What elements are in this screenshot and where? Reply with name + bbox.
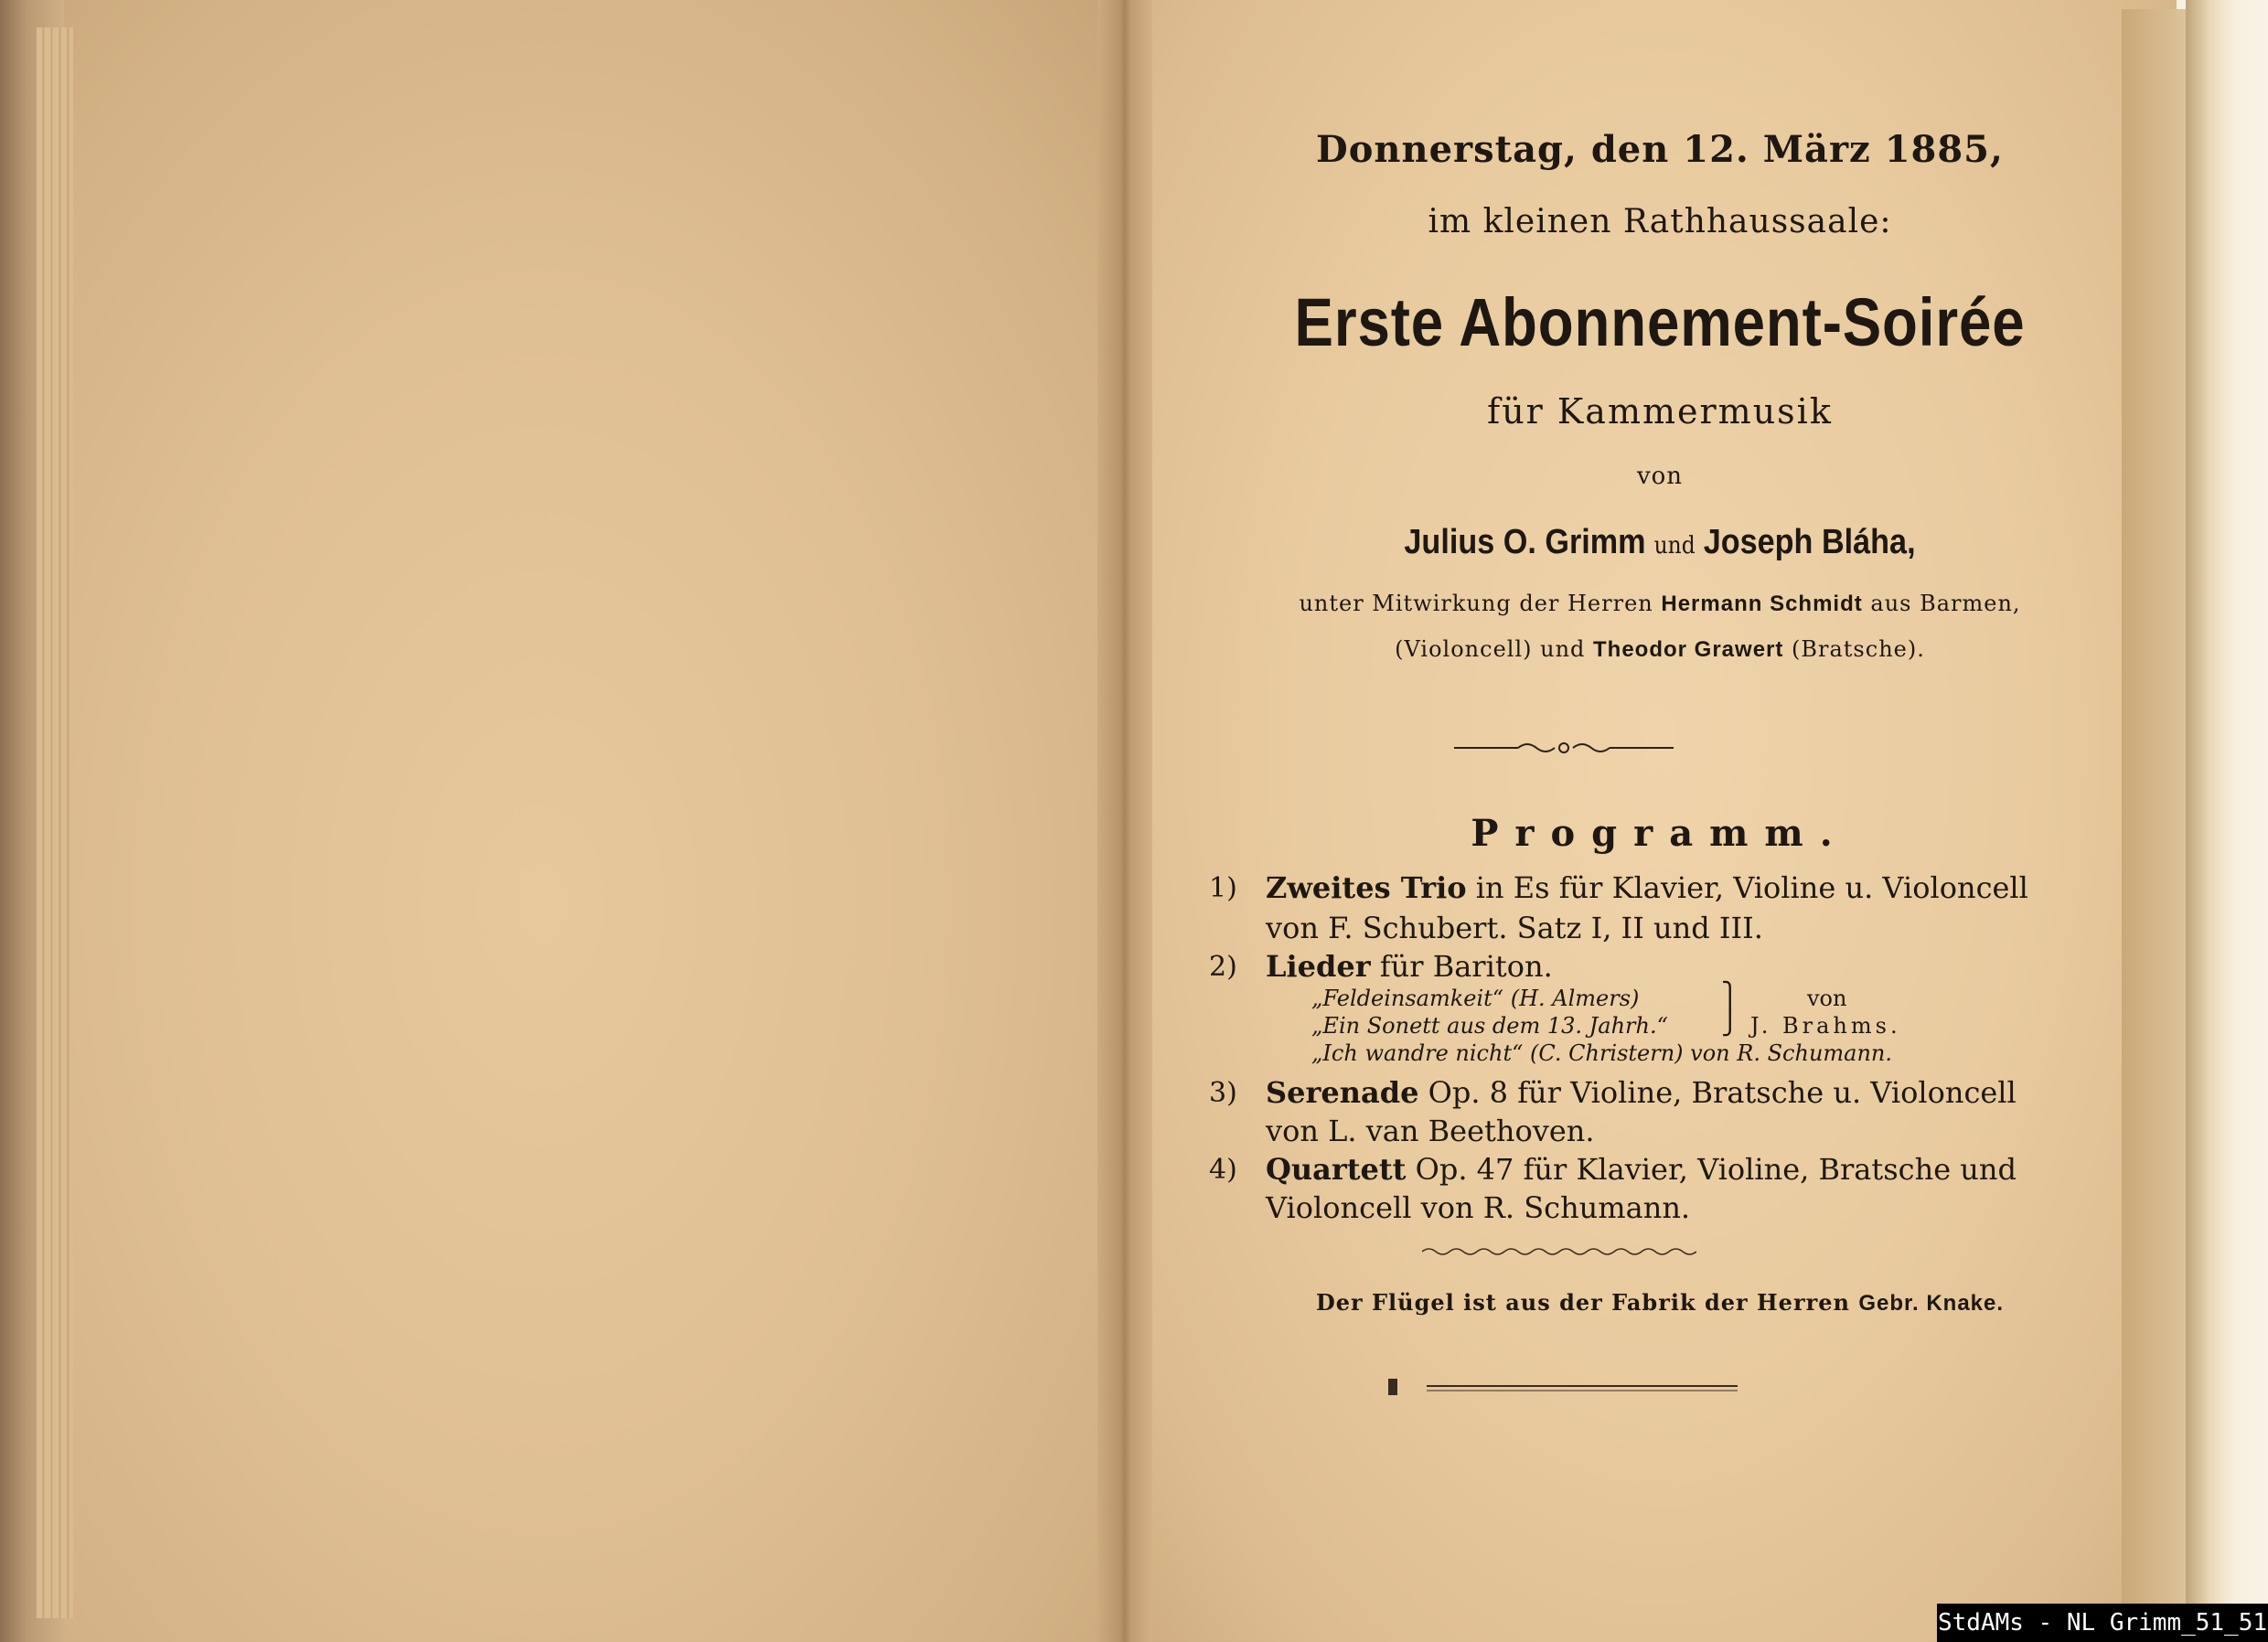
von-label: von (1636, 463, 1684, 490)
item-2-number: 2) (1209, 951, 1237, 983)
left-page-blank (64, 0, 1125, 1642)
item-4-title: Quartett (1266, 1152, 1407, 1187)
item-3-title: Serenade (1266, 1075, 1419, 1110)
item-3-number: 3) (1209, 1077, 1237, 1109)
scan-margin-right (2186, 0, 2268, 1642)
programm-heading: Programm. (1471, 812, 1849, 855)
item-3-text-1: Op. 8 für Violine, Bratsche u. Violoncell (1418, 1075, 2017, 1110)
item-3-line-1 (1266, 1075, 2017, 1110)
archive-shelfmark: StdAMs - NL Grimm_51_51 (1937, 1604, 2268, 1642)
performers (1195, 523, 2125, 562)
left-page-stack (37, 27, 73, 1618)
assist-text-d: (Bratsche). (1783, 636, 1925, 662)
item-3-line-2: von L. van Beethoven. (1266, 1114, 1595, 1148)
concert-title: Erste Abonnement-Soirée (1294, 284, 2026, 360)
assist-text-b: aus Barmen, (1862, 591, 2021, 616)
performer-blaha: Joseph Bláha, (1703, 523, 1916, 561)
ornament-divider (1454, 737, 1674, 759)
und-label: und (1653, 532, 1696, 560)
item-4-line-1 (1266, 1152, 2017, 1187)
assisting-line-1 (1143, 591, 2177, 617)
bottom-rule (1427, 1382, 1738, 1393)
item-1-number: 1) (1209, 872, 1237, 904)
item-4-number: 4) (1209, 1154, 1237, 1186)
performer-grimm: Julius O. Grimm (1404, 523, 1646, 561)
assist-schmidt: Hermann Schmidt (1661, 592, 1863, 616)
item-1-title: Zweites Trio (1266, 870, 1467, 905)
wavy-divider (1422, 1245, 1696, 1258)
item-4-line-2: Violoncell von R. Schumann. (1266, 1190, 1691, 1225)
item-4-text-1: Op. 47 für Klavier, Violine, Bratsche und (1406, 1152, 2017, 1187)
item-1-text-1: in Es für Klavier, Violine u. Violoncell (1466, 870, 2028, 905)
concert-date: Donnerstag, den 12. März 1885, (1316, 128, 2004, 171)
concert-venue: im kleinen Rathhaussaale: (1428, 203, 1892, 240)
song-brace: ⎫ (1721, 982, 1739, 1009)
item-2-title: Lieder (1266, 949, 1371, 984)
assist-text-c: (Violoncell) und (1395, 636, 1594, 662)
piano-maker: Gebr. Knake. (1858, 1291, 2005, 1316)
song-feldeinsamkeit: „Feldeinsamkeit“ (H. Almers) (1311, 986, 1640, 1011)
song-ich-wandre-nicht: „Ich wandre nicht“ (C. Christern) von R. Schumann. (1311, 1040, 1893, 1066)
item-2-line-1 (1266, 949, 1553, 984)
item-2-text-1: für Bariton. (1370, 949, 1553, 984)
item-1-line-1 (1266, 870, 2028, 905)
brahms-name: J. Brahms. (1750, 1013, 1901, 1039)
assisting-line-2 (1143, 636, 2177, 663)
assist-text-a: unter Mitwirkung der Herren (1299, 591, 1662, 616)
song-sonett: „Ein Sonett aus dem 13. Jahrh.“ (1311, 1013, 1668, 1039)
concert-genre: für Kammermusik (1487, 391, 1833, 432)
piano-text: Der Flügel ist aus der Fabrik der Herren (1315, 1289, 1859, 1316)
page-mark (1388, 1379, 1397, 1395)
piano-note (1143, 1289, 2177, 1317)
item-1-line-2: von F. Schubert. Satz I, II und III. (1266, 911, 1763, 945)
brahms-von: von (1807, 986, 1847, 1011)
song-brace-lower: ⎭ (1721, 1009, 1739, 1037)
assist-grawert: Theodor Grawert (1593, 637, 1784, 662)
